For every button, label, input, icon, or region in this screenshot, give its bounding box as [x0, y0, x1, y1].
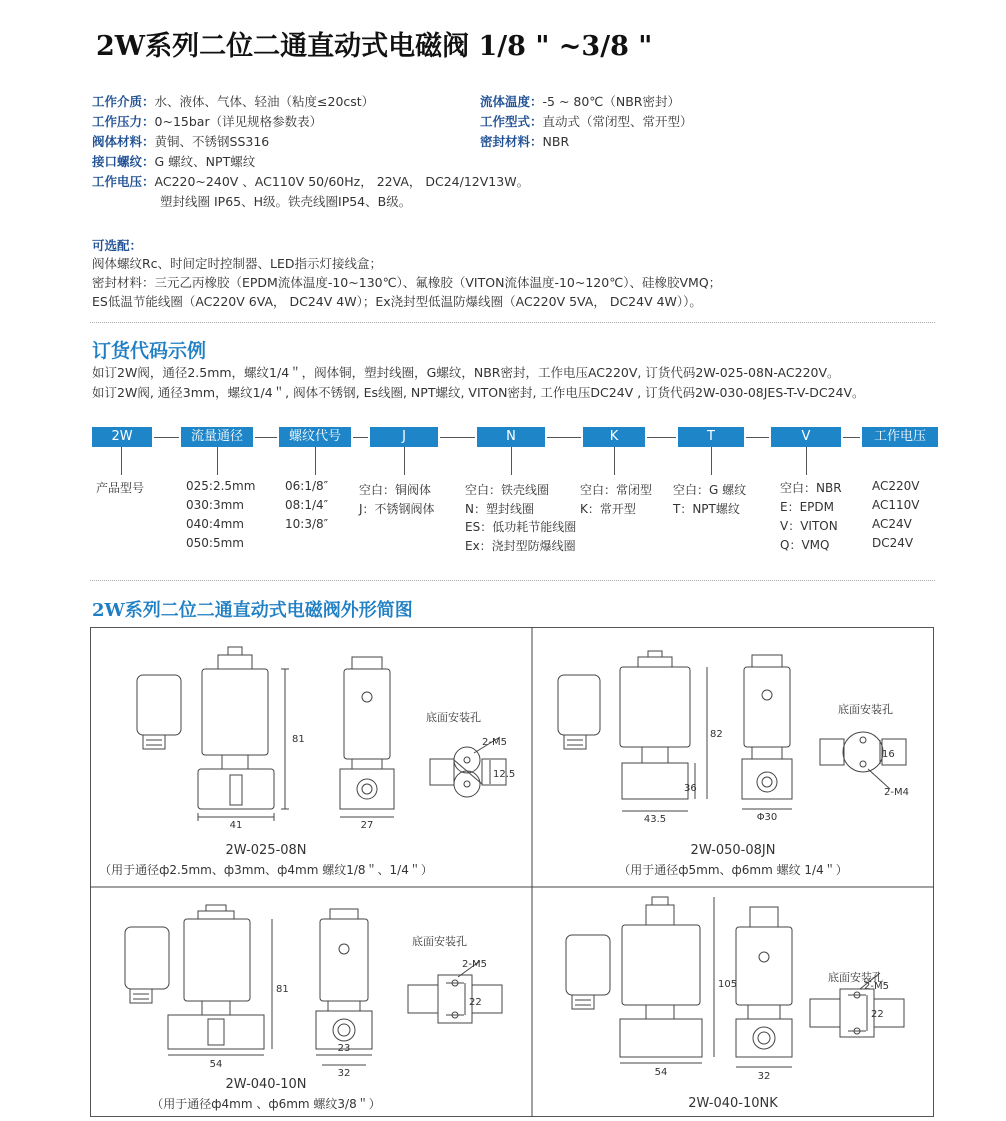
code-dash — [255, 437, 277, 438]
code-dash — [154, 437, 179, 438]
spec-type: 工作型式：直动式（常闭型、常开型） — [480, 114, 693, 129]
code-box-diameter: 流量通径 — [181, 427, 253, 447]
page-title: 2W系列二位二通直动式电磁阀 1/8 " ~3/8 " — [96, 31, 653, 62]
code-leader — [806, 447, 807, 475]
code-leader — [121, 447, 122, 475]
order-section-title: 订货代码示例 — [92, 340, 207, 362]
dim-label: 81 — [292, 734, 305, 745]
valve-drawing-2 — [558, 651, 906, 811]
drawing-2-name: 2W-050-08JN — [690, 843, 776, 858]
options-title: 可选配： — [92, 238, 143, 253]
code-label: 空白：铜阀体 — [359, 483, 432, 497]
code-label: J：不锈钢阀体 — [359, 502, 435, 516]
code-box-seal: V — [771, 427, 841, 447]
code-label: AC24V — [872, 517, 912, 531]
dim-label: 81 — [276, 984, 289, 995]
code-label: E：EPDM — [780, 500, 834, 514]
code-label: AC220V — [872, 479, 920, 493]
code-label: 空白：常闭型 — [580, 483, 653, 497]
code-box-thread: 螺纹代号 — [279, 427, 351, 447]
code-label: 空白：铁壳线圈 — [465, 483, 550, 497]
dim-label: 12.5 — [493, 769, 516, 780]
code-leader — [217, 447, 218, 475]
code-box-body: J — [370, 427, 438, 447]
spec-port: 接口螺纹：G 螺纹、NPT螺纹 — [92, 154, 256, 169]
dim-label: 27 — [360, 820, 374, 831]
code-label: 空白：NBR — [780, 481, 842, 495]
spec-voltage-2: 塑封线圈 IP65、H级。铁壳线圈IP54、B级。 — [160, 194, 412, 209]
code-label: AC110V — [872, 498, 920, 512]
code-label: DC24V — [872, 536, 914, 550]
spec-temp: 流体温度：-5 ~ 80℃（NBR密封） — [480, 94, 680, 109]
drawings-section-title: 2W系列二位二通直动式电磁阀外形简图 — [92, 600, 413, 621]
code-label: V：VITON — [780, 519, 838, 533]
spec-voltage: 工作电压：AC220~240V 、AC110V 50/60Hz， 22VA， DC24/12V13W。 — [92, 174, 530, 189]
code-leader — [404, 447, 405, 475]
order-example-2: 如订2W阀, 通径3mm，螺纹1/4＂, 阀体不锈钢, Es线圈, NPT螺纹, VITON密封, 工作电压DC24V , 订货代码2W-030-08JES-T-V-DC24V。 — [92, 385, 865, 400]
valve-drawing-3 — [125, 905, 502, 1065]
dim-label: 41 — [229, 820, 243, 831]
options-line-3: ES低温节能线圈（AC220V 6VA， DC24V 4W）；Ex浇封型低温防爆线圈（AC220V 5VA， DC24V 4W））。 — [92, 294, 702, 309]
code-label: ES：低功耗节能线圈 — [465, 520, 577, 534]
code-leader — [711, 447, 712, 475]
dim-label: 22 — [469, 997, 482, 1008]
code-label: Ex：浇封型防爆线圈 — [465, 539, 576, 553]
dim-label: 36 — [684, 783, 697, 794]
code-box-voltage: 工作电压 — [862, 427, 938, 447]
dim-label: 32 — [337, 1068, 351, 1079]
code-label: 025:2.5mm — [186, 479, 256, 493]
dim-label: 54 — [654, 1067, 668, 1078]
drawing-1-note: （用于通径ф2.5mm、ф3mm、ф4mm 螺纹1/8＂、1/4＂） — [99, 863, 433, 877]
dim-label: 2-M5 — [864, 981, 889, 992]
drawing-3-note: （用于通径ф4mm 、ф6mm 螺纹3/8＂） — [151, 1097, 381, 1111]
code-box-model: 2W — [92, 427, 152, 447]
code-leader — [315, 447, 316, 475]
dim-label: Φ30 — [756, 812, 778, 823]
drawing-2-note: （用于通径ф5mm、ф6mm 螺纹 1/4＂） — [618, 863, 848, 877]
dim-label: 2-M5 — [462, 959, 487, 970]
code-label: 空白：G 螺纹 — [673, 483, 747, 497]
code-label: 040:4mm — [186, 517, 244, 531]
code-dash — [353, 437, 368, 438]
drawing-3-name: 2W-040-10N — [225, 1077, 307, 1092]
spec-body: 阀体材料：黄铜、不锈钢SS316 — [92, 134, 270, 149]
code-dash — [843, 437, 860, 438]
options-line-1: 阀体螺纹Rc、时间定时控制器、LED指示灯接线盒； — [92, 256, 383, 271]
dim-label: 22 — [871, 1009, 884, 1020]
code-label: 10:3/8″ — [285, 517, 329, 531]
code-label: 08:1/4″ — [285, 498, 329, 512]
divider — [90, 580, 935, 581]
divider — [90, 322, 935, 323]
dim-label: 105 — [718, 979, 738, 990]
code-dash — [440, 437, 475, 438]
code-label: N：塑封线圈 — [465, 502, 534, 516]
code-label-model: 产品型号 — [96, 481, 145, 495]
spec-medium: 工作介质：水、液体、气体、轻油（粘度≤20cst） — [92, 94, 375, 109]
dim-label: 23 — [337, 1043, 351, 1054]
mount-label: 底面安装孔 — [426, 711, 481, 724]
code-label: 030:3mm — [186, 498, 244, 512]
code-box-port: T — [678, 427, 744, 447]
code-dash — [746, 437, 769, 438]
code-box-type: K — [583, 427, 645, 447]
spec-pressure: 工作压力：0~15bar（详见规格参数表） — [92, 114, 323, 129]
spec-seal: 密封材料：NBR — [480, 134, 570, 149]
code-label: 050:5mm — [186, 536, 244, 550]
dim-label: 54 — [209, 1059, 223, 1070]
mount-label: 底面安装孔 — [828, 971, 883, 984]
dim-label: 82 — [710, 729, 723, 740]
mount-label: 底面安装孔 — [412, 935, 467, 948]
dim-label: 2-M5 — [482, 737, 507, 748]
code-leader — [511, 447, 512, 475]
options-line-2: 密封材料：三元乙丙橡胶（EPDM流体温度-10~130℃）、氟橡胶（VITON流体温度-10~120℃）、硅橡胶VMQ； — [92, 275, 722, 290]
code-label: T：NPT螺纹 — [673, 502, 740, 516]
code-leader — [614, 447, 615, 475]
code-box-coil: N — [477, 427, 545, 447]
dim-label: 43.5 — [643, 814, 667, 825]
drawing-4-name: 2W-040-10NK — [688, 1096, 778, 1111]
code-dash — [647, 437, 676, 438]
code-dash — [547, 437, 581, 438]
dim-label: 32 — [757, 1071, 771, 1082]
code-label: K：常开型 — [580, 502, 636, 516]
code-label: Q：VMQ — [780, 538, 830, 552]
dim-label: 2-M4 — [884, 787, 909, 798]
drawing-1-name: 2W-025-08N — [225, 843, 307, 858]
dim-label: 16 — [882, 749, 895, 760]
code-label: 06:1/8″ — [285, 479, 329, 493]
order-example-1: 如订2W阀，通径2.5mm，螺纹1/4＂，阀体铜，塑封线圈，G螺纹，NBR密封，工作电压AC220V, 订货代码2W-025-08N-AC220V。 — [92, 365, 840, 380]
valve-drawing-1 — [137, 647, 506, 821]
mount-label: 底面安装孔 — [838, 703, 893, 716]
